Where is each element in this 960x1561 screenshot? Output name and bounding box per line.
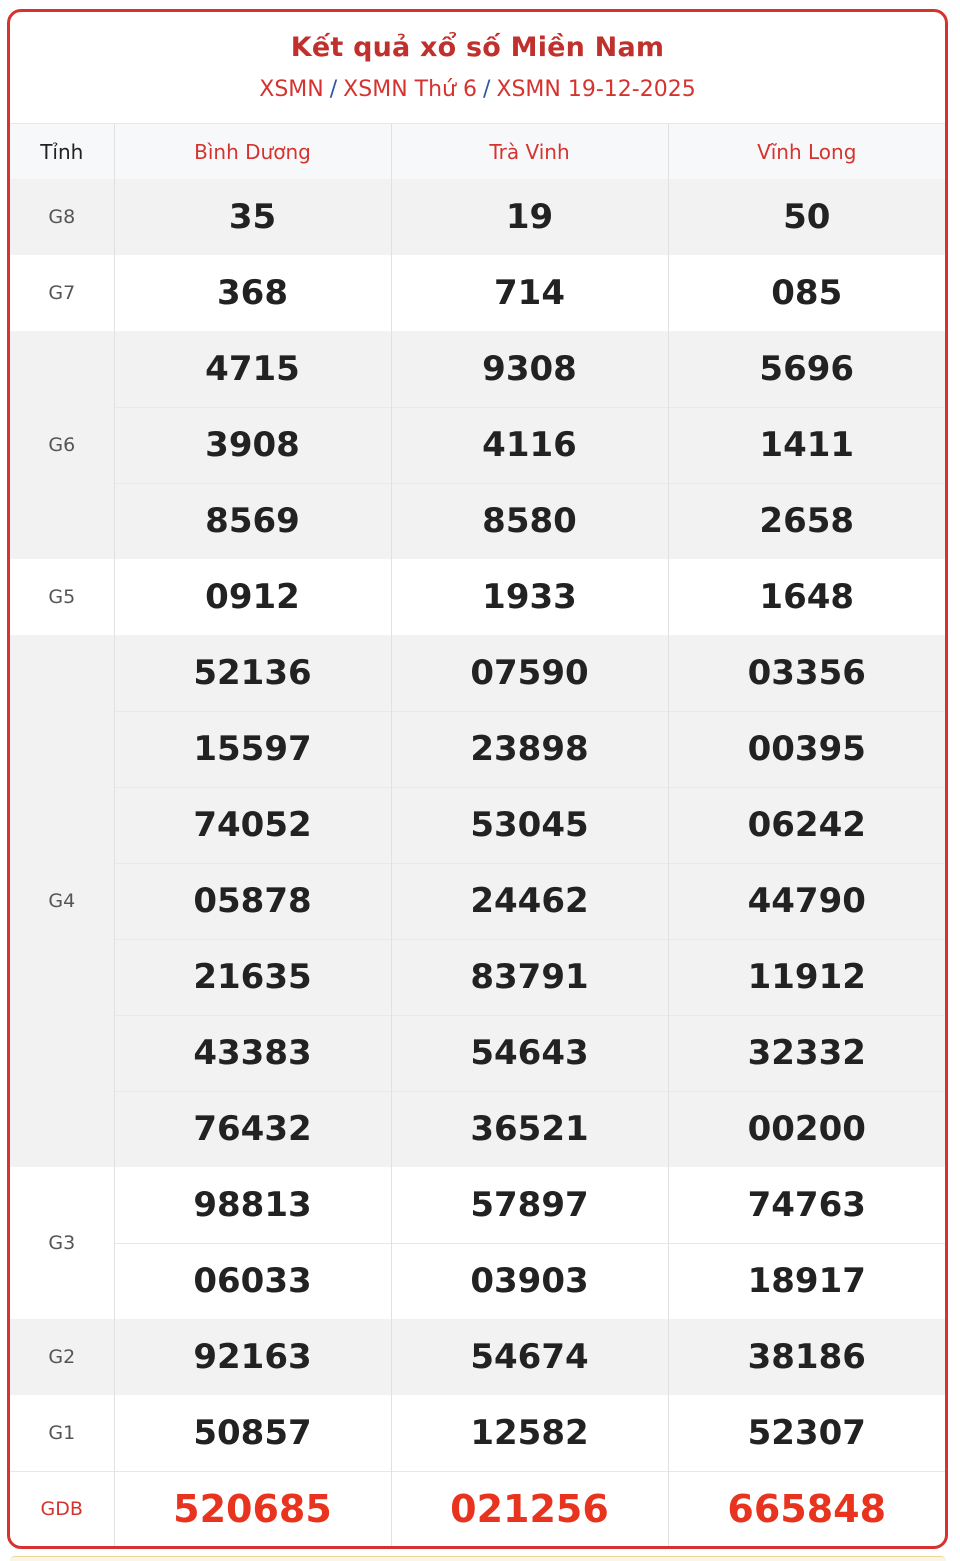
breadcrumb-xsmn[interactable]: XSMN [259, 77, 324, 102]
column-header-vinh-long[interactable]: Vĩnh Long [668, 124, 945, 179]
prize-number: 35 [114, 179, 391, 255]
prize-number: 54643 [391, 1015, 668, 1091]
prize-number: 50 [668, 179, 945, 255]
prize-number: 21635 [114, 939, 391, 1015]
table-header-row [10, 124, 945, 179]
special-prize-number: 520685 [114, 1471, 391, 1547]
prize-label: G6 [10, 331, 114, 559]
prize-number: 98813 [114, 1167, 391, 1243]
results-card [7, 9, 948, 1549]
prize-label: G5 [10, 559, 114, 635]
column-header-tra-vinh[interactable]: Trà Vinh [391, 124, 668, 179]
prize-number: 38186 [668, 1319, 945, 1395]
results-header [10, 12, 945, 124]
column-header-binh-duong[interactable]: Bình Dương [114, 124, 391, 179]
prize-row-g3 [10, 1167, 945, 1243]
special-prize-number: 665848 [668, 1471, 945, 1547]
breadcrumb-separator: / [482, 77, 491, 102]
prize-number: 03903 [391, 1243, 668, 1319]
prize-row-g6 [10, 407, 945, 483]
prize-number: 23898 [391, 711, 668, 787]
prize-row-g4 [10, 711, 945, 787]
prize-number: 53045 [391, 787, 668, 863]
prize-row-g1 [10, 1395, 945, 1471]
prize-number: 11912 [668, 939, 945, 1015]
prize-number: 8569 [114, 483, 391, 559]
column-header-tinh: Tỉnh [10, 124, 114, 179]
prize-row-g6 [10, 331, 945, 407]
prize-number: 52136 [114, 635, 391, 711]
prize-number: 52307 [668, 1395, 945, 1471]
prize-number: 2658 [668, 483, 945, 559]
prize-row-g4 [10, 863, 945, 939]
prize-row-g2 [10, 1319, 945, 1395]
next-section-edge [10, 1556, 946, 1561]
special-prize-number: 021256 [391, 1471, 668, 1547]
prize-number: 07590 [391, 635, 668, 711]
prize-label: G2 [10, 1319, 114, 1395]
breadcrumb [10, 77, 945, 102]
prize-number: 05878 [114, 863, 391, 939]
prize-row-g4 [10, 635, 945, 711]
prize-number: 32332 [668, 1015, 945, 1091]
prize-number: 18917 [668, 1243, 945, 1319]
prize-number: 06033 [114, 1243, 391, 1319]
prize-row-gdb [10, 1471, 945, 1547]
prize-number: 19 [391, 179, 668, 255]
prize-number: 24462 [391, 863, 668, 939]
prize-number: 085 [668, 255, 945, 331]
prize-number: 4715 [114, 331, 391, 407]
breadcrumb-xsmn-thu6[interactable]: XSMN Thứ 6 [343, 77, 477, 102]
prize-number: 368 [114, 255, 391, 331]
prize-number: 76432 [114, 1091, 391, 1167]
prize-number: 54674 [391, 1319, 668, 1395]
prize-label: G8 [10, 179, 114, 255]
prize-row-g4 [10, 1015, 945, 1091]
prize-number: 15597 [114, 711, 391, 787]
prize-number: 36521 [391, 1091, 668, 1167]
prize-number: 9308 [391, 331, 668, 407]
prize-label: G4 [10, 635, 114, 1167]
prize-row-g5 [10, 559, 945, 635]
prize-number: 43383 [114, 1015, 391, 1091]
prize-row-g8 [10, 179, 945, 255]
prize-number: 8580 [391, 483, 668, 559]
prize-label: G3 [10, 1167, 114, 1319]
prize-label: G7 [10, 255, 114, 331]
breadcrumb-xsmn-date[interactable]: XSMN 19-12-2025 [496, 77, 696, 102]
prize-number: 714 [391, 255, 668, 331]
prize-number: 50857 [114, 1395, 391, 1471]
prize-row-g4 [10, 787, 945, 863]
prize-row-g4 [10, 939, 945, 1015]
prize-label: G1 [10, 1395, 114, 1471]
prize-number: 06242 [668, 787, 945, 863]
prize-number: 00395 [668, 711, 945, 787]
prize-number: 74052 [114, 787, 391, 863]
prize-number: 1411 [668, 407, 945, 483]
prize-number: 5696 [668, 331, 945, 407]
prize-number: 44790 [668, 863, 945, 939]
prize-number: 0912 [114, 559, 391, 635]
special-prize-label: GDB [10, 1471, 114, 1547]
prize-number: 00200 [668, 1091, 945, 1167]
prize-number: 1648 [668, 559, 945, 635]
prize-number: 12582 [391, 1395, 668, 1471]
breadcrumb-separator: / [329, 77, 338, 102]
prize-row-g7 [10, 255, 945, 331]
prize-number: 4116 [391, 407, 668, 483]
prize-number: 83791 [391, 939, 668, 1015]
prize-number: 03356 [668, 635, 945, 711]
prize-row-g4 [10, 1091, 945, 1167]
prize-row-g3 [10, 1243, 945, 1319]
results-table [10, 124, 945, 1547]
prize-number: 57897 [391, 1167, 668, 1243]
prize-row-g6 [10, 483, 945, 559]
page-title: Kết quả xổ số Miền Nam [290, 32, 665, 63]
prize-number: 92163 [114, 1319, 391, 1395]
prize-number: 1933 [391, 559, 668, 635]
prize-number: 74763 [668, 1167, 945, 1243]
prize-number: 3908 [114, 407, 391, 483]
